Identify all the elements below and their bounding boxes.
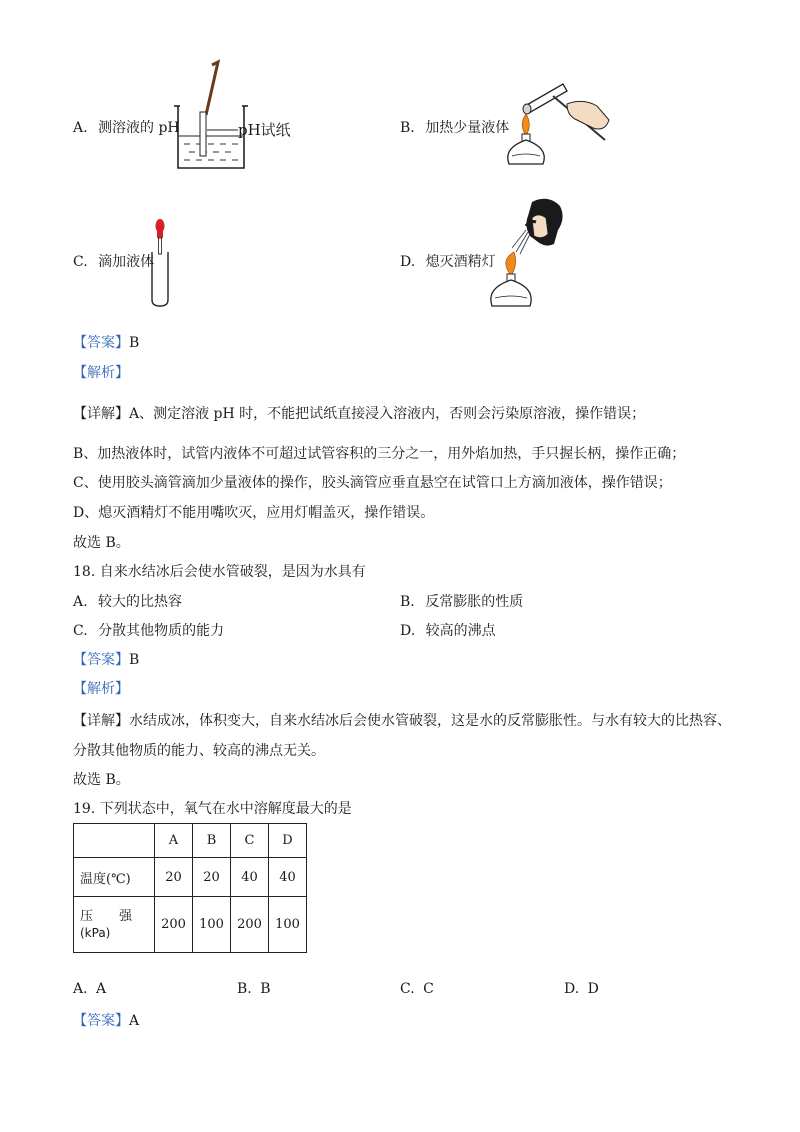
q18-option-a: A. 较大的比热容: [73, 594, 183, 610]
q17-option-a: A. 测溶液的 pH: [73, 120, 180, 136]
dropper-test-tube-figure: [150, 218, 180, 310]
table-cell: 100: [269, 897, 307, 953]
row-label-pressure: 压 强 (kPa): [74, 897, 155, 953]
q17-answer: [73, 332, 139, 352]
q18-analysis-tag: 【解析】: [73, 681, 129, 697]
answer-tag: 【答案】: [73, 1013, 129, 1029]
detail-tag: 【详解】: [73, 713, 129, 729]
table-row-pressure: [74, 897, 307, 953]
table-cell: 100: [193, 897, 231, 953]
table-cell: 40: [269, 858, 307, 897]
table-header-cell: A: [155, 824, 193, 858]
q19-answer: [73, 1010, 139, 1030]
table-corner-cell: [74, 824, 155, 858]
q19-option-a: A. A: [73, 981, 107, 997]
q17-option-b: B. 加热少量液体: [400, 120, 510, 136]
table-cell: 200: [231, 897, 269, 953]
q19-stem: 19. 下列状态中，氧气在水中溶解度最大的是: [73, 801, 352, 817]
ph-paper-label: pH试纸: [238, 121, 291, 139]
answer-value: B: [129, 652, 140, 668]
q18-option-b: B. 反常膨胀的性质: [400, 594, 524, 610]
q17-analysis-tag: 【解析】: [73, 365, 129, 381]
q17-detail-line: 【详解】A、测定溶液 pH 时，不能把试纸直接浸入溶液内，否则会污染原溶液，操作错误；: [73, 406, 646, 422]
q17-conclusion: 故选 B。: [73, 535, 130, 551]
q19-option-c: C. C: [400, 981, 434, 997]
table-header-cell: B: [193, 824, 231, 858]
q17-option-d: D. 熄灭酒精灯: [400, 254, 496, 270]
table-header-row: [74, 824, 307, 858]
q19-data-table: [73, 823, 307, 953]
q17-detail-line: D、熄灭酒精灯不能用嘴吹灭，应用灯帽盖灭，操作错误。: [73, 505, 435, 521]
ph-test-beaker-figure: [172, 60, 312, 175]
q18-detail-line: 【详解】水结成冰，体积变大，自来水结冰后会使水管破裂，这是水的反常膨胀性。与水有较大的比热容、: [73, 713, 731, 729]
q18-conclusion: 故选 B。: [73, 772, 130, 788]
q17-detail-line: B、加热液体时，试管内液体不可超过试管容积的三分之一，用外焰加热，手只握长柄，操作正确；: [73, 446, 686, 462]
q18-detail-line: 分散其他物质的能力、较高的沸点无关。: [73, 743, 325, 759]
q18-answer: [73, 649, 139, 669]
q18-stem: 18. 自来水结冰后会使水管破裂，是因为水具有: [73, 564, 366, 580]
answer-tag: 【答案】: [73, 652, 129, 668]
q17-detail-line: C、使用胶头滴管滴加少量液体的操作，胶头滴管应垂直悬空在试管口上方滴加液体，操作错误；: [73, 475, 672, 491]
answer-value: B: [129, 335, 140, 351]
table-row-temperature: [74, 858, 307, 897]
extinguish-lamp-figure: [488, 196, 568, 311]
answer-value: A: [129, 1013, 140, 1029]
q17-option-c: C. 滴加液体: [73, 254, 155, 270]
q18-option-d: D. 较高的沸点: [400, 623, 496, 639]
table-cell: 40: [231, 858, 269, 897]
heating-test-tube-figure: [505, 76, 620, 176]
q18-option-c: C. 分散其他物质的能力: [73, 623, 225, 639]
answer-tag: 【答案】: [73, 335, 129, 351]
table-cell: 20: [155, 858, 193, 897]
table-cell: 20: [193, 858, 231, 897]
q19-option-d: D. D: [564, 981, 599, 997]
q19-option-b: B. B: [237, 981, 271, 997]
row-label-temperature: 温度(℃): [74, 858, 155, 897]
table-header-cell: C: [231, 824, 269, 858]
table-header-cell: D: [269, 824, 307, 858]
detail-tag: 【详解】: [73, 406, 129, 422]
table-cell: 200: [155, 897, 193, 953]
